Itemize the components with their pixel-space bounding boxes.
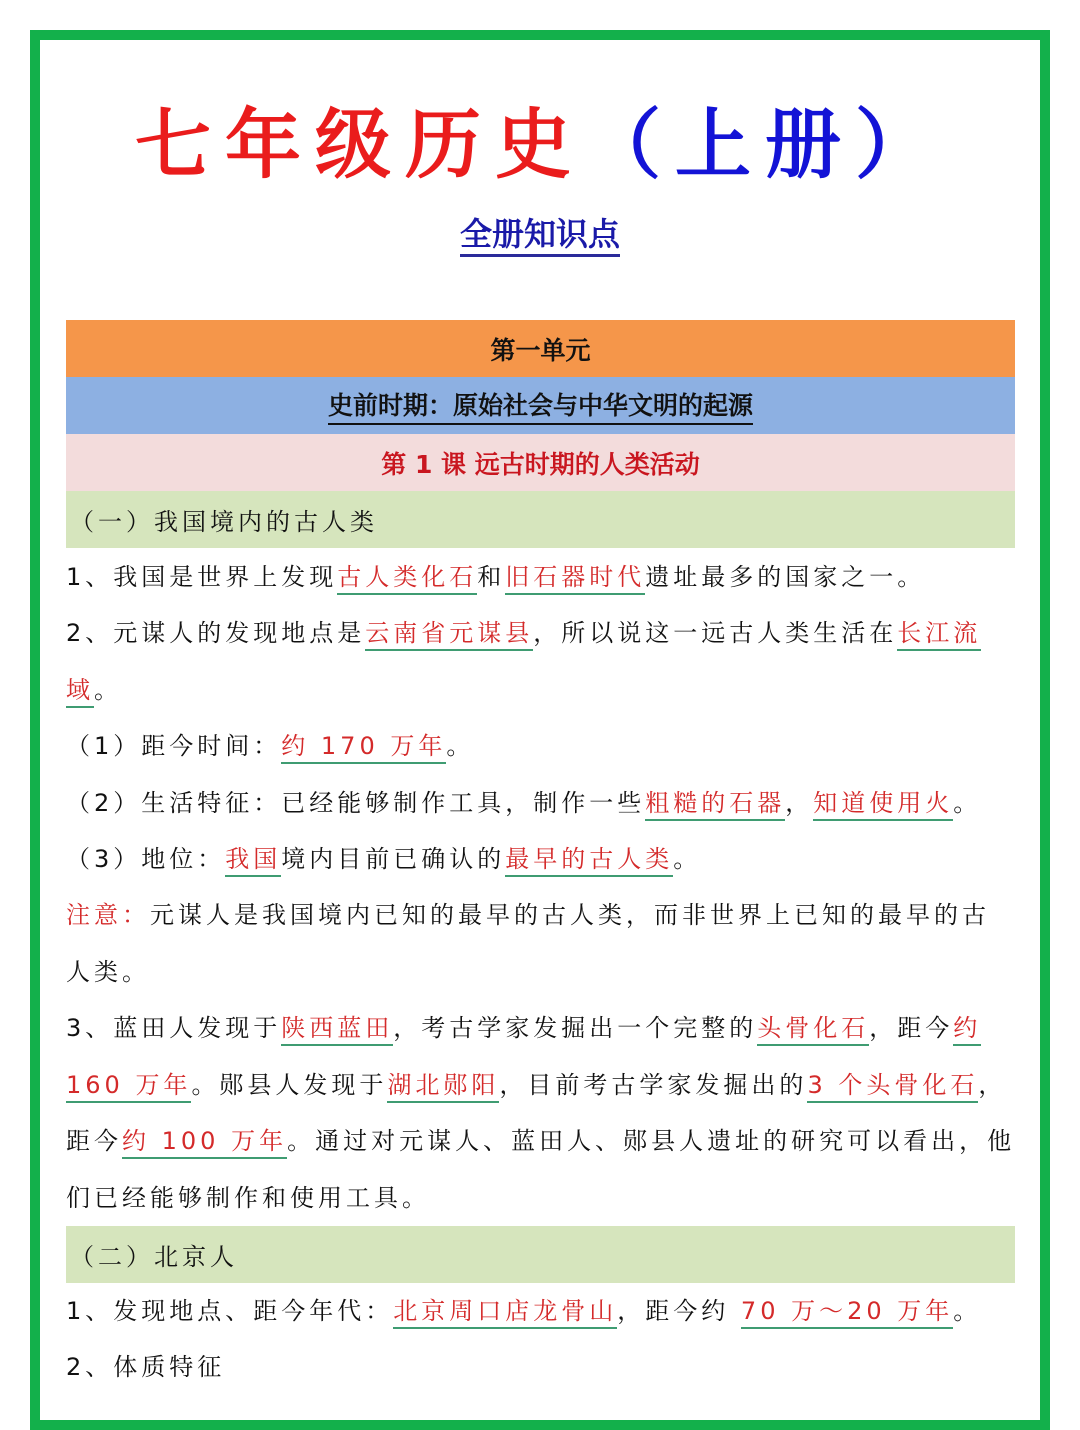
text: （3）地位： xyxy=(66,845,226,873)
key-term: 我国 xyxy=(225,845,281,877)
unit-label: 第一单元 xyxy=(490,335,591,365)
period-label: 史前时期：原始社会与中华文明的起源 xyxy=(328,386,753,425)
text: 3、蓝田人发现于 xyxy=(66,1014,282,1042)
text: 1、发现地点、距今年代： xyxy=(66,1297,394,1325)
title-main: 七年级历史 xyxy=(135,100,585,189)
document-title xyxy=(0,100,1080,190)
key-term: 头骨化石 xyxy=(757,1014,869,1046)
paragraph-line xyxy=(66,673,1016,707)
section-header-2 xyxy=(66,1226,1015,1283)
text: 们已经能够制作和使用工具。 xyxy=(66,1184,430,1212)
paragraph-line xyxy=(66,729,1016,763)
key-term: 北京周口店龙骨山 xyxy=(393,1297,617,1329)
key-term: 长江流 xyxy=(897,619,981,651)
subtitle-text: 全册知识点 xyxy=(460,215,620,257)
key-term: 约 xyxy=(953,1014,981,1046)
text: 距今 xyxy=(66,1127,122,1155)
key-term: 约 170 万年 xyxy=(281,732,446,764)
paragraph-line xyxy=(66,1124,1016,1158)
paragraph-line xyxy=(66,786,1016,820)
text: （2）生活特征：已经能够制作工具，制作一些 xyxy=(66,789,646,817)
text: ， xyxy=(785,789,814,817)
text: 2、元谋人的发现地点是 xyxy=(66,619,366,647)
key-term: 古人类化石 xyxy=(337,563,477,595)
paragraph-line xyxy=(66,560,1016,594)
text: ，所以说这一远古人类生活在 xyxy=(533,619,898,647)
note-line xyxy=(66,898,1016,932)
lesson-header xyxy=(66,434,1015,491)
paragraph-line xyxy=(66,616,1016,650)
text: （1）距今时间： xyxy=(66,732,282,760)
text: 1、我国是世界上发现 xyxy=(66,563,338,591)
paragraph-line xyxy=(66,1294,1016,1328)
key-term: 70 万～20 万年 xyxy=(741,1297,953,1329)
text: ，距今 xyxy=(869,1014,954,1042)
section-heading: （二）北京人 xyxy=(70,1243,238,1271)
key-term: 粗糙的石器 xyxy=(645,789,785,821)
paragraph-line xyxy=(66,842,1016,876)
unit-header xyxy=(66,320,1015,377)
paragraph-line xyxy=(66,1181,1016,1215)
section-heading: （一）我国境内的古人类 xyxy=(70,508,378,536)
key-term: 旧石器时代 xyxy=(505,563,645,595)
lesson-label: 第 1 课 远古时期的人类活动 xyxy=(381,449,700,479)
period-header xyxy=(66,377,1015,434)
paragraph-line xyxy=(66,955,1016,989)
key-term: 湖北郧阳 xyxy=(387,1071,499,1103)
text: ，考古学家发掘出一个完整的 xyxy=(393,1014,758,1042)
key-term: 3 个头骨化石 xyxy=(807,1071,978,1103)
paragraph-line xyxy=(66,1011,1016,1045)
title-volume: （上册） xyxy=(585,100,945,189)
text: 。 xyxy=(446,732,475,760)
section-header-1 xyxy=(66,491,1015,548)
paragraph-line xyxy=(66,1350,1016,1384)
key-term: 约 100 万年 xyxy=(122,1127,287,1159)
text: 。 xyxy=(953,1297,982,1325)
key-term: 云南省元谋县 xyxy=(365,619,533,651)
key-term: 160 万年 xyxy=(66,1071,191,1103)
text: 。通过对元谋人、蓝田人、郧县人遗址的研究可以看出，他 xyxy=(287,1127,1016,1155)
key-term: 陕西蓝田 xyxy=(281,1014,393,1046)
text: 和 xyxy=(477,563,506,591)
text: 境内目前已确认的 xyxy=(281,845,506,873)
text: 。 xyxy=(94,676,122,704)
text: 元谋人是我国境内已知的最早的古人类，而非世界上已知的最早的古 xyxy=(150,901,990,929)
note-label: 注意： xyxy=(66,901,150,929)
key-term: 知道使用火 xyxy=(813,789,953,821)
text: 。 xyxy=(673,845,702,873)
text: 遗址最多的国家之一。 xyxy=(645,563,926,591)
key-term: 域 xyxy=(66,676,94,708)
text: ，距今约 xyxy=(617,1297,741,1325)
text: 人类。 xyxy=(66,958,150,986)
paragraph-line xyxy=(66,1068,1016,1102)
text: ， xyxy=(978,1071,1007,1099)
key-term: 最早的古人类 xyxy=(505,845,673,877)
text: ，目前考古学家发掘出的 xyxy=(499,1071,808,1099)
text: 。 xyxy=(953,789,982,817)
document-subtitle xyxy=(0,212,1080,256)
text: 。郧县人发现于 xyxy=(191,1071,388,1099)
text: 2、体质特征 xyxy=(66,1353,226,1381)
